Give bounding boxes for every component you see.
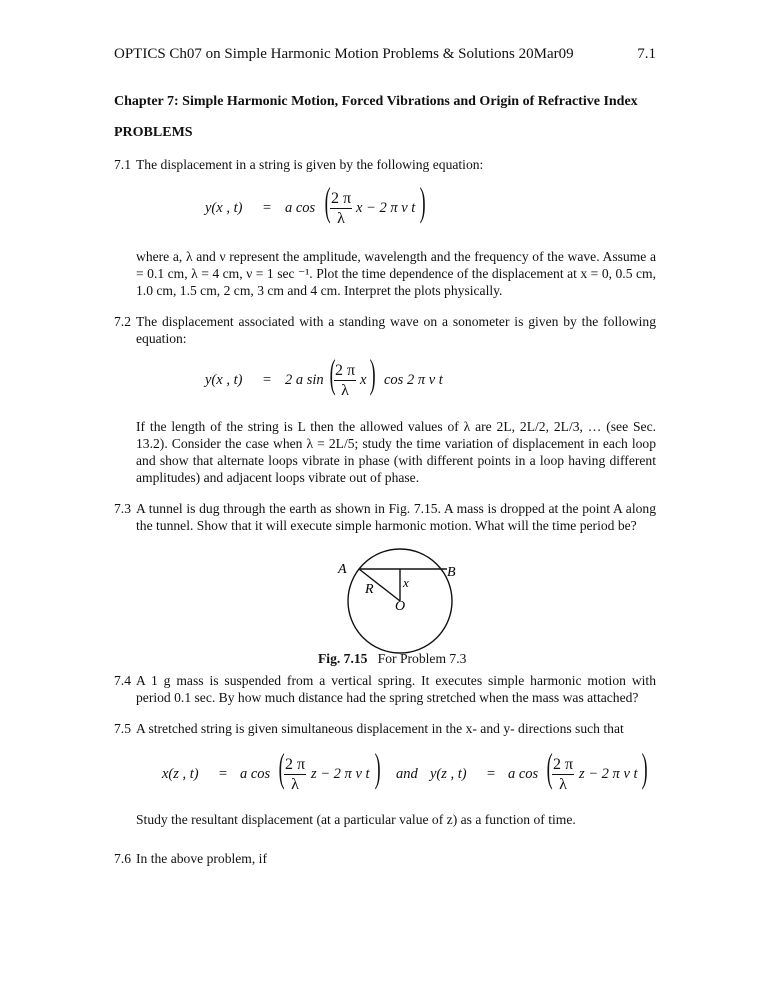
eq1-numerator: 2 π — [284, 756, 306, 773]
eq1-denominator: λ — [291, 776, 299, 793]
eq2-denominator: λ — [559, 776, 567, 793]
eq2-paren-left: ( — [546, 745, 553, 790]
label-x: x — [403, 575, 409, 590]
problem-7-2 — [114, 313, 656, 347]
problem-number: 7.1 — [114, 157, 131, 172]
problem-7-6 — [114, 850, 656, 867]
problem-7-3 — [114, 500, 656, 534]
eq2-equals: = — [486, 766, 496, 782]
eq2-tail: z − 2 π ν t — [579, 766, 638, 782]
eq-fraction-line — [330, 208, 352, 209]
section-title: PROBLEMS — [114, 125, 193, 140]
eq2-fraction-line — [552, 774, 574, 775]
eq1-paren-left: ( — [278, 745, 285, 790]
label-O: O — [395, 599, 406, 614]
eq-rhs-func: 2 a sin — [285, 372, 324, 388]
problem-number: 7.6 — [114, 851, 131, 866]
page-number: 7.1 — [637, 46, 656, 62]
eq-fraction-line — [334, 380, 356, 381]
problem-7-1 — [114, 156, 656, 173]
chapter-title: Chapter 7: Simple Harmonic Motion, Forced Vibrations and Origin of Refractive Index — [114, 94, 638, 109]
caption-label: Fig. 7.15 — [318, 651, 368, 666]
problem-text: A 1 g mass is suspended from a vertical spring. It executes simple harmonic motion with period 0.1 sec. By how much distance had the spring stretched when the mass was attached? — [136, 673, 656, 705]
header-title: OPTICS Ch07 on Simple Harmonic Motion Problems & Solutions 20Mar09 — [114, 46, 574, 62]
eq-tail: x — [360, 372, 367, 388]
page-header — [114, 46, 656, 63]
problem-7-5-paragraph: Study the resultant displacement (at a particular value of z) as a function of time. — [136, 812, 576, 827]
eq-lhs: y(x , t) — [205, 372, 243, 388]
problem-7-2-paragraph: If the length of the string is L then the allowed values of λ are 2L, 2L/2, 2L/3, … (see Sec. 13.2). Consider the case when λ = 2L/5; study the time variation of displacement in each loop and show that alternate loops vibrate in phase (with different points in a loop having different amplitudes) and adjacent loops vibrate out of phase. — [136, 419, 656, 485]
problem-number: 7.3 — [114, 501, 131, 516]
eq1-lhs: x(z , t) — [162, 766, 199, 782]
eq2-func: a cos — [508, 766, 539, 782]
eq-paren-right: ) — [419, 179, 426, 224]
label-R: R — [365, 582, 374, 597]
eq-tail-2: cos 2 π ν t — [384, 372, 443, 388]
eq-denominator: λ — [341, 382, 349, 399]
problem-text: A stretched string is given simultaneous displacement in the x- and y- directions such that — [136, 721, 624, 736]
eq-tail: x − 2 π ν t — [356, 200, 416, 216]
problem-number: 7.4 — [114, 673, 131, 688]
eq1-paren-right: ) — [374, 745, 381, 790]
label-B: B — [447, 565, 456, 580]
eq-denominator: λ — [337, 210, 345, 227]
eq2-lhs: y(z , t) — [430, 766, 467, 782]
problem-text: In the above problem, if — [136, 851, 267, 866]
label-A: A — [338, 562, 347, 577]
eq-and: and — [396, 766, 418, 782]
eq-equals: = — [262, 372, 272, 388]
eq-equals: = — [262, 200, 272, 216]
eq-numerator: 2 π — [334, 362, 356, 379]
caption-text: For Problem 7.3 — [377, 651, 467, 666]
eq-paren-left: ( — [329, 351, 336, 396]
eq-paren-right: ) — [369, 351, 376, 396]
problem-7-5 — [114, 720, 656, 737]
problem-7-4 — [114, 672, 656, 706]
eq2-paren-right: ) — [641, 745, 648, 790]
problem-text: The displacement in a string is given by the following equation: — [136, 157, 484, 172]
problem-text: A tunnel is dug through the earth as shown in Fig. 7.15. A mass is dropped at the point A along the tunnel. Show that it will execute simple harmonic motion. What will the time period be? — [136, 501, 656, 533]
problem-number: 7.2 — [114, 314, 131, 329]
eq2-numerator: 2 π — [552, 756, 574, 773]
eq-numerator: 2 π — [330, 190, 352, 207]
problem-7-1-paragraph: where a, λ and ν represent the amplitude, wavelength and the frequency of the wave. Assume a = 0.1 cm, λ = 4 cm, ν = 1 sec ⁻¹. Plot the time dependence of the displacement at x = 0, 0.5 cm, 1.0 cm, 1.5 cm, 2 cm, 3 cm and 4 cm. Interpret the plots physically. — [136, 249, 656, 298]
eq1-func: a cos — [240, 766, 271, 782]
eq-paren-left: ( — [324, 179, 331, 224]
problem-number: 7.5 — [114, 721, 131, 736]
tunnel-figure — [340, 543, 470, 653]
eq1-equals: = — [218, 766, 228, 782]
eq1-tail: z − 2 π ν t — [311, 766, 370, 782]
eq-lhs: y(x , t) — [205, 200, 243, 216]
eq1-fraction-line — [284, 774, 306, 775]
figure-caption — [318, 651, 466, 667]
eq-rhs-func: a cos — [285, 200, 316, 216]
problem-text: The displacement associated with a standing wave on a sonometer is given by the following equation: — [136, 314, 656, 346]
